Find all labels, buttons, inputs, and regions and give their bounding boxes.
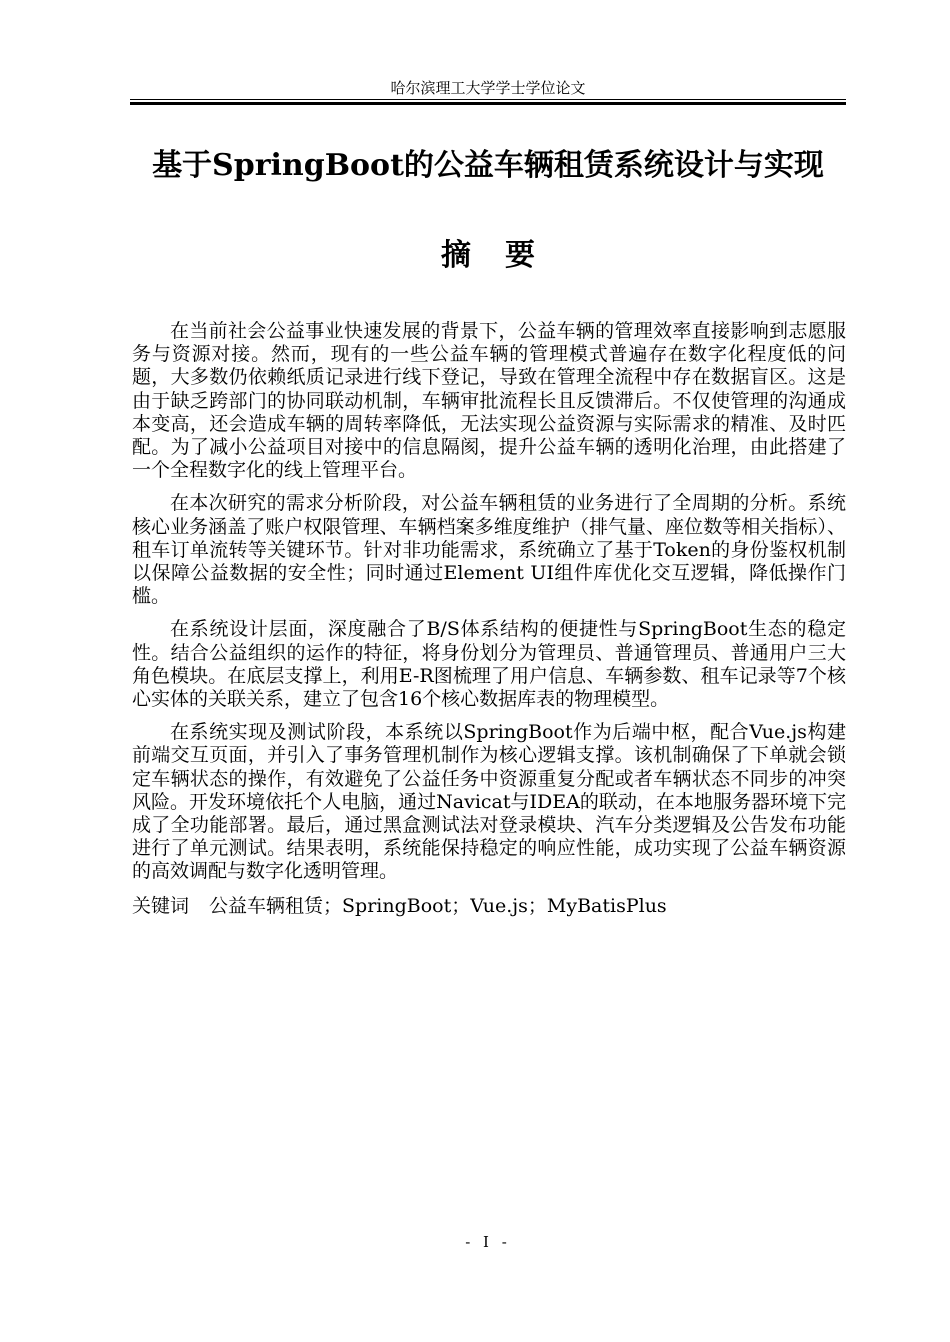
keywords-list: 公益车辆租赁；SpringBoot；Vue.js；MyBatisPlus [209, 894, 667, 917]
keywords-label: 关键词 [132, 894, 190, 917]
abstract-heading-char-1: 摘 [441, 238, 471, 273]
abstract-paragraph-2: 在本次研究的需求分析阶段，对公益车辆租赁的业务进行了全周期的分析。系统核心业务涵盖了账户权限管理、车辆档案多维度维护（排气量、座位数等相关指标）、租车订单流转等关键环节。针对非功能需求，系统确立了基于Token的身份鉴权机制以保障公益数据的安全性；同时通过Element UI组件库优化交互逻辑，降低操作门槛。 [132, 492, 846, 608]
abstract-heading [130, 236, 846, 276]
header-rule-thick [130, 102, 846, 105]
abstract-heading-char-2: 要 [505, 238, 535, 273]
running-header: 哈尔滨理工大学学士学位论文 [390, 79, 586, 97]
abstract-paragraph-3: 在系统设计层面，深度融合了B/S体系结构的便捷性与SpringBoot生态的稳定性。结合公益组织的运作的特征，将身份划分为管理员、普通管理员、普通用户三大角色模块。在底层支撑上，利用E-R图梳理了用户信息、车辆参数、租车记录等7个核心实体的关联关系，建立了包含16个核心数据库表的物理模型。 [132, 618, 846, 711]
page-number: - I - [465, 1233, 511, 1251]
document-title: 基于SpringBoot的公益车辆租赁系统设计与实现 [152, 148, 824, 183]
abstract-paragraph-4: 在系统实现及测试阶段，本系统以SpringBoot作为后端中枢，配合Vue.js构建前端交互页面，并引入了事务管理机制作为核心逻辑支撑。该机制确保了下单就会锁定车辆状态的操作，有效避免了公益任务中资源重复分配或者车辆状态不同步的冲突风险。开发环境依托个人电脑，通过Navicat与IDEA的联动，在本地服务器环境下完成了全功能部署。最后，通过黑盒测试法对登录模块、汽车分类逻辑及公告发布功能进行了单元测试。结果表明，系统能保持稳定的响应性能，成功实现了公益车辆资源的高效调配与数字化透明管理。 [132, 721, 846, 883]
header-rule-thin [130, 99, 846, 100]
keywords-line [132, 894, 846, 918]
abstract-body [132, 320, 846, 918]
abstract-paragraph-1: 在当前社会公益事业快速发展的背景下，公益车辆的管理效率直接影响到志愿服务与资源对接。然而，现有的一些公益车辆的管理模式普遍存在数字化程度低的问题，大多数仍依赖纸质记录进行线下登记，导致在管理全流程中存在数据盲区。这是由于缺乏跨部门的协同联动机制，车辆审批流程长且反馈滞后。不仅使管理的沟通成本变高，还会造成车辆的周转率降低，无法实现公益资源与实际需求的精准、及时匹配。为了减小公益项目对接中的信息隔阂，提升公益车辆的透明化治理，由此搭建了一个全程数字化的线上管理平台。 [132, 320, 846, 482]
